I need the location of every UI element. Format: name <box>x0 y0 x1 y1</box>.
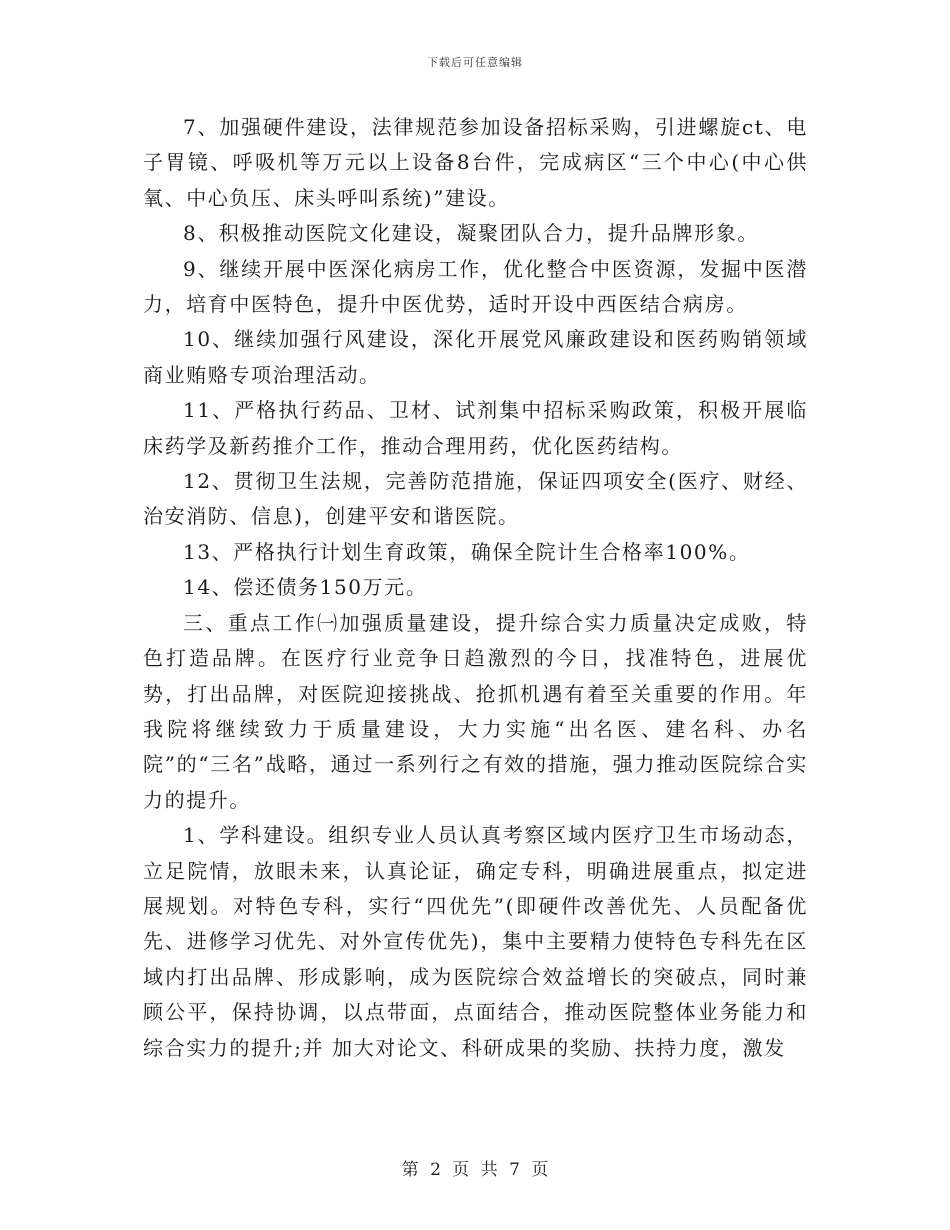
paragraph-item-12: 12、贯彻卫生法规，完善防范措施，保证四项安全(医疗、财经、治安消防、信息)，创建平安和谐医院。 <box>143 469 808 529</box>
paragraph-item-10: 10、继续加强行风建设，深化开展党风廉政建设和医药购销领域商业贿赂专项治理活动。 <box>143 327 808 387</box>
page-number: 第 2 页 共 7 页 <box>401 1160 549 1180</box>
paragraph-item-14: 14、偿还债务150万元。 <box>183 575 428 600</box>
paragraph-item-9: 9、继续开展中医深化病房工作，优化整合中医资源，发掘中医潜力，培育中医特色，提升中医优势，适时开设中西医结合病房。 <box>143 256 808 317</box>
page-header: 下载后可任意编辑 <box>427 56 523 69</box>
paragraph-item-11: 11、严格执行药品、卫材、试剂集中招标采购政策，积极开展临床药学及新药推介工作，推动合理用药，优化医药结构。 <box>143 398 808 458</box>
paragraph-section-3: 三、重点工作㈠加强质量建设，提升综合实力质量决定成败，特色打造品牌。在医疗行业竞争日趋激烈的今日，找准特色，进展优势，打出品牌，对医院迎接挑战、抢抓机遇有着至关重要的作用。年我院将继续致力于质量建设，大力实施“出名医、建名科、办名院”的“三名”战略，通过一系列行之有效的措施，强力推动医院综合实力的提升。 <box>143 610 808 812</box>
paragraph-item-13: 13、严格执行计划生育政策，确保全院计生合格率100%。 <box>183 539 751 564</box>
document-body <box>143 110 808 1066</box>
paragraph-item-8: 8、积极推动医院文化建设，凝聚团队合力，提升品牌形象。 <box>183 221 759 246</box>
paragraph-discipline-building: 1、学科建设。组织专业人员认真考察区域内医疗卫生市场动态，立足院情，放眼未来，认真论证，确定专科，明确进展重点，拟定进展规划。对特色专科，实行“四优先”(即硬件改善优先、人员配备优先、进修学习优先、对外宣传优先)，集中主要精力使特色专科先在区域内打出品牌、形成影响，成为医院综合效益增长的突破点，同时兼顾公平，保持协调，以点带面，点面结合，推动医院整体业务能力和综合实力的提升;并 加大对论文、科研成果的奖励、扶持力度，激发 <box>143 823 808 1060</box>
paragraph-item-7: 7、加强硬件建设，法律规范参加设备招标采购，引进螺旋ct、电子胃镜、呼吸机等万元以上设备8台件，完成病区“三个中心(中心供氧、中心负压、床头呼叫系统)”建设。 <box>143 115 808 210</box>
